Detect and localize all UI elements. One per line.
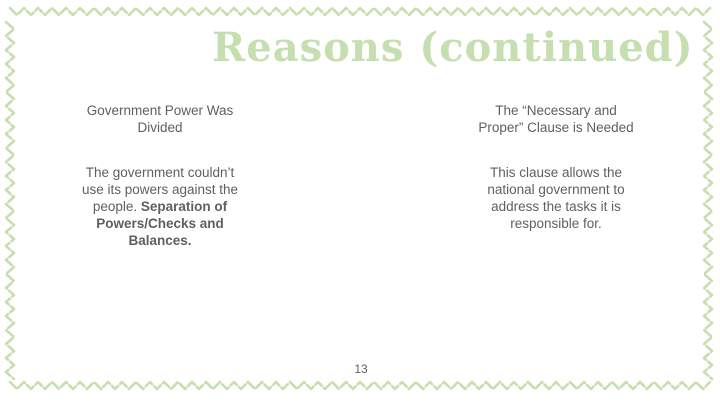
- left-body-line: The government couldn’t: [85, 165, 235, 180]
- border-bottom: [10, 382, 710, 389]
- border-zigzag-stroke: [10, 8, 710, 15]
- right-body-line: This clause allows the: [489, 165, 623, 180]
- left-column-heading: [64, 102, 256, 136]
- left-heading-line: Government Power Was: [86, 103, 234, 118]
- right-column-heading: [456, 102, 656, 136]
- left-body-line: Powers/Checks and: [96, 216, 224, 231]
- right-body-line: address the tasks it is: [491, 199, 621, 214]
- left-body-line: use its powers against the: [81, 182, 239, 197]
- left-column-body: [64, 164, 256, 249]
- left-body-plain-text: people.: [92, 199, 141, 214]
- slide-title: Reasons (continued): [212, 24, 694, 71]
- left-body-line: Balances.: [128, 233, 192, 248]
- border-top: [10, 8, 710, 15]
- page-number: 13: [354, 362, 368, 376]
- right-heading-line: The “Necessary and: [495, 103, 617, 118]
- border-zigzag-stroke: [10, 382, 710, 389]
- right-body-line: responsible for.: [510, 216, 602, 231]
- left-body-bold-text: Separation of: [140, 199, 228, 214]
- right-heading-line: Proper” Clause is Needed: [478, 120, 634, 135]
- border-right: [704, 22, 712, 379]
- right-column-body: [456, 164, 656, 232]
- left-heading-line: Divided: [137, 120, 183, 135]
- border-zigzag-stroke: [704, 22, 712, 379]
- left-body-line: [64, 198, 256, 215]
- border-zigzag-stroke: [6, 22, 14, 379]
- border-left: [6, 22, 14, 379]
- right-body-line: national government to: [487, 182, 625, 197]
